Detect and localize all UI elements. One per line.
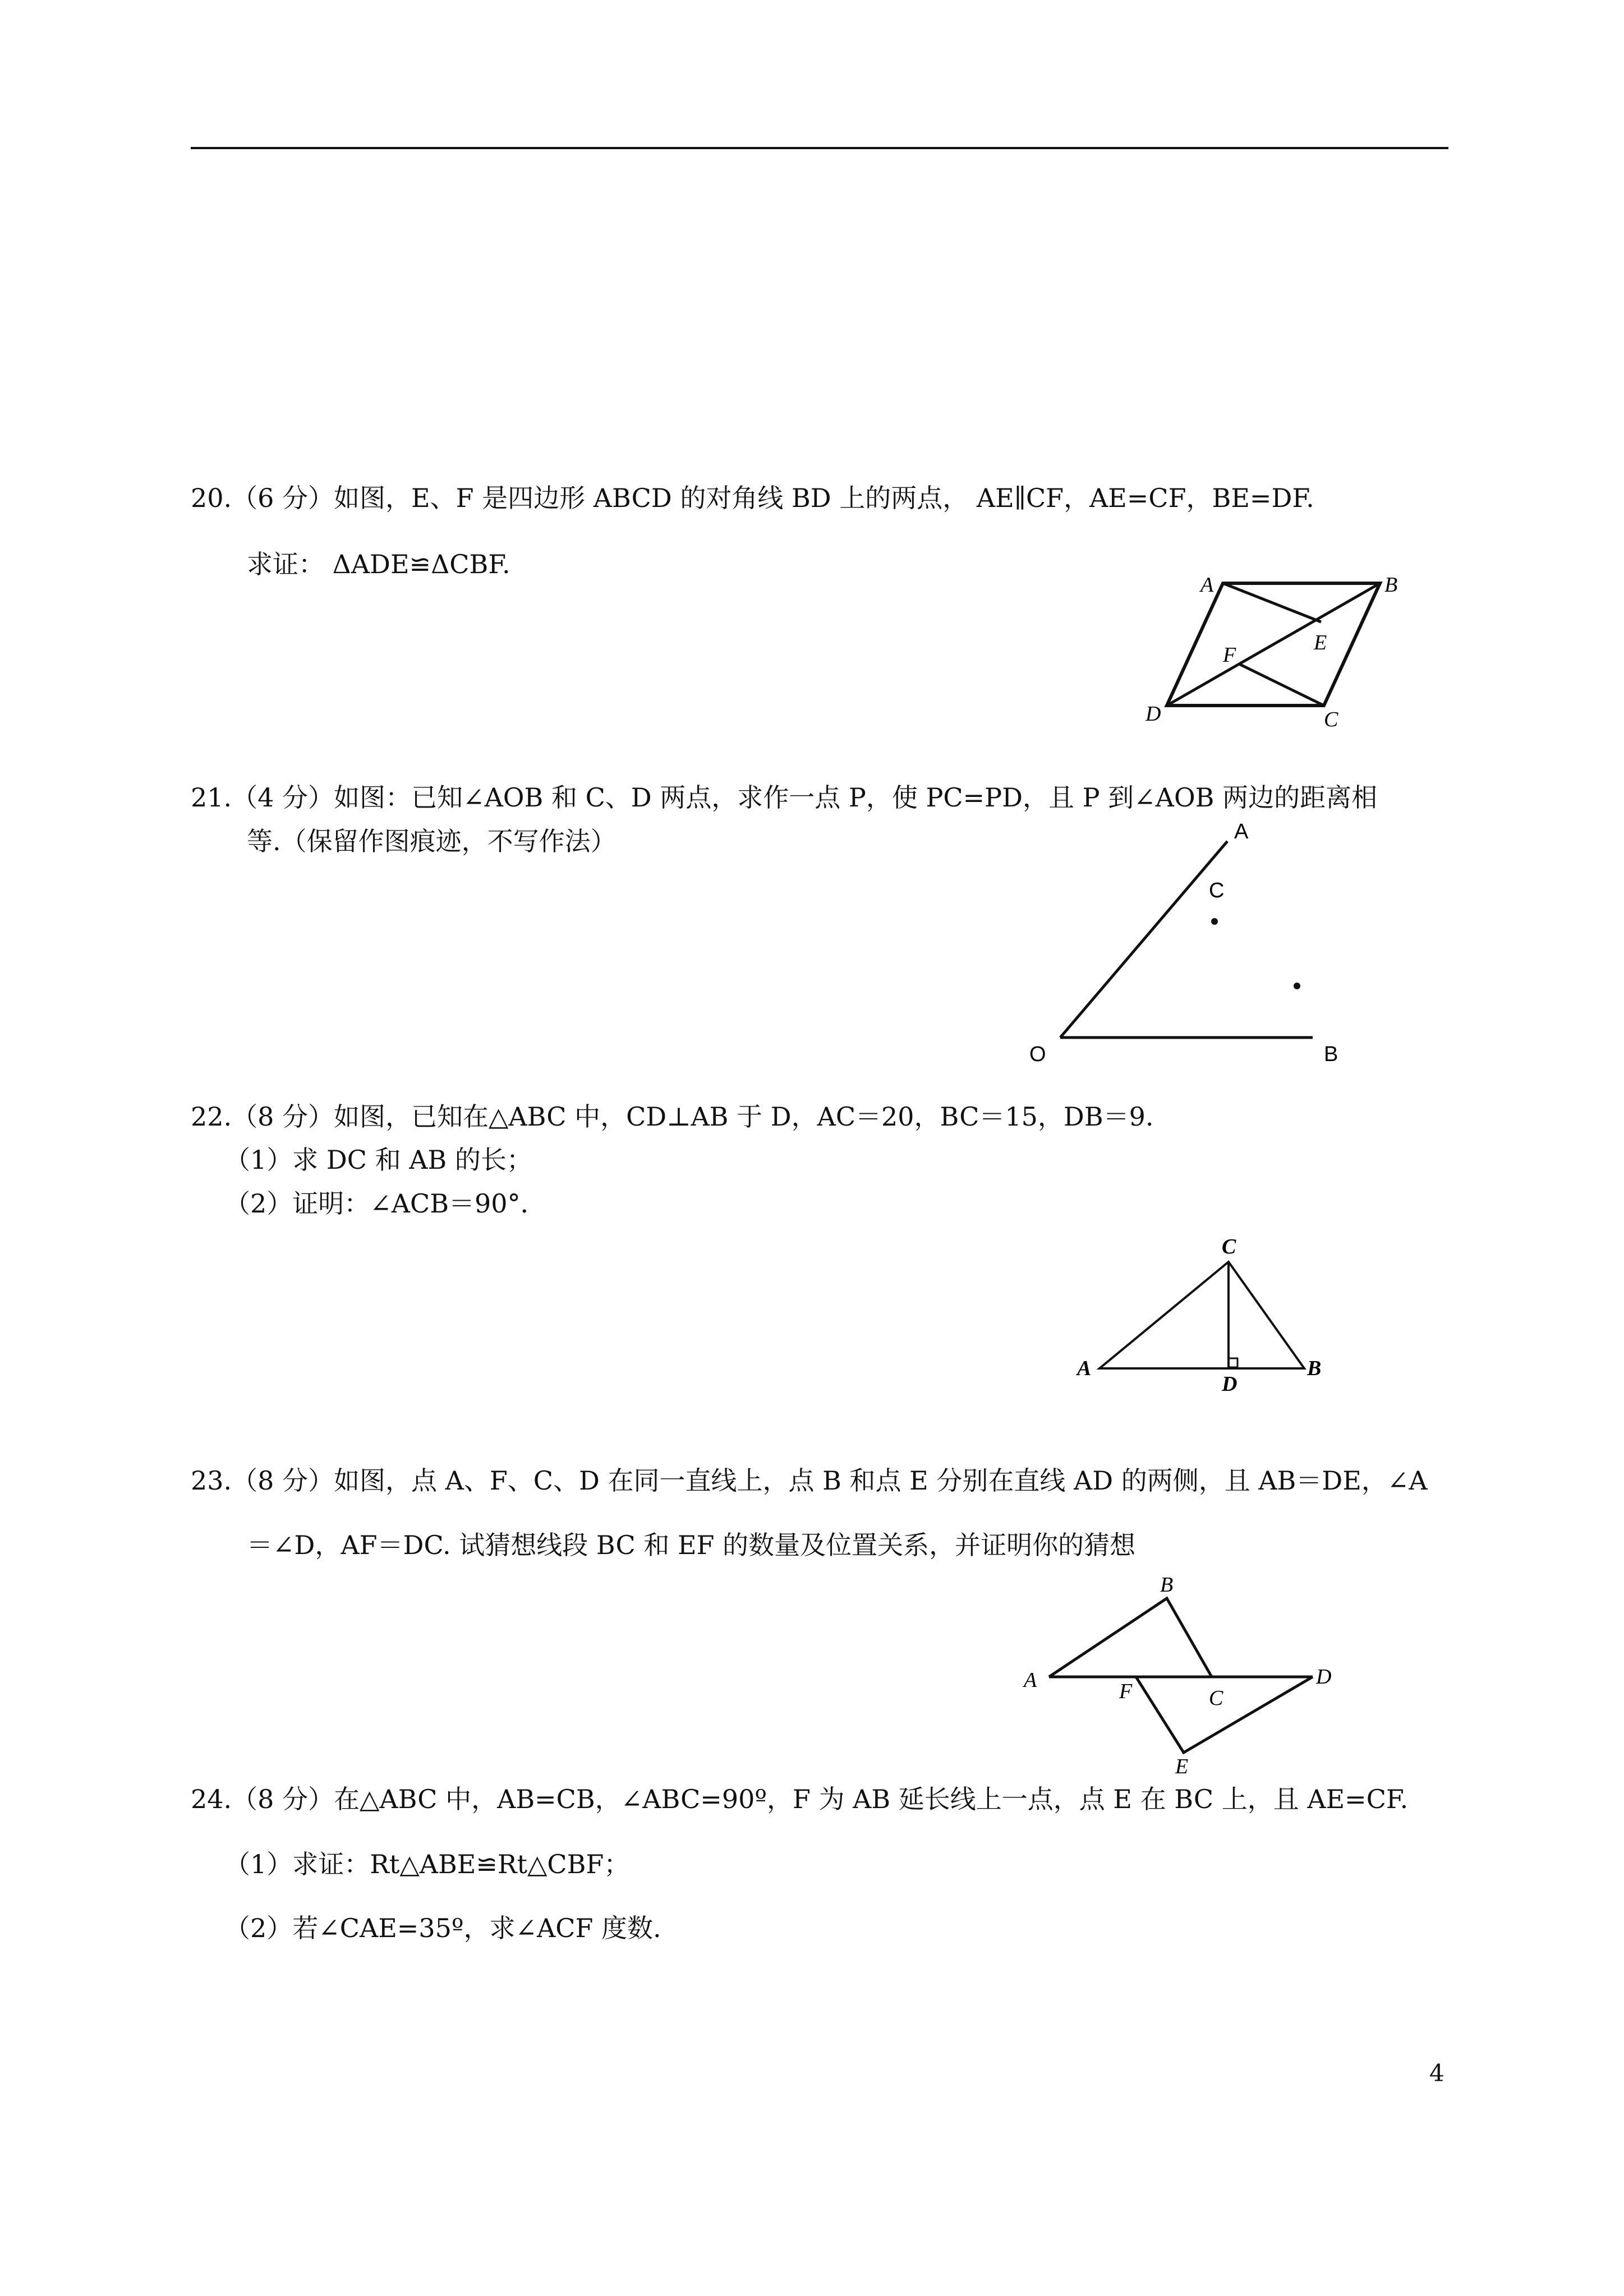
q23-triangle-def bbox=[1136, 1677, 1313, 1753]
q23-label-d: D bbox=[1316, 1665, 1332, 1689]
q21-line2: 等.（保留作图痕迹，不写作法） bbox=[247, 826, 617, 856]
q22-label-b: B bbox=[1307, 1357, 1322, 1380]
q21-label-o: O bbox=[1029, 1043, 1046, 1066]
q24-line1: 24.（8 分）在△ABC 中，AB=CB，∠ABC=90º，F 为 AB 延长线上一点，点 E 在 BC 上，且 AE=CF. bbox=[191, 1784, 1409, 1814]
q22-triangle bbox=[1099, 1262, 1304, 1368]
q21-label-c: C bbox=[1209, 879, 1225, 902]
q22-right-angle-mark bbox=[1229, 1358, 1237, 1367]
header-rule bbox=[191, 147, 1448, 149]
q23-line2: ＝∠D，AF＝DC. 试猜想线段 BC 和 EF 的数量及位置关系，并证明你的猜想 bbox=[247, 1530, 1136, 1560]
q20-line2: 求证： ΔADE≌ΔCBF. bbox=[247, 549, 510, 579]
q24-sub1: （1）求证：Rt△ABE≌Rt△CBF； bbox=[224, 1849, 630, 1879]
q20-label-d: D bbox=[1145, 702, 1161, 726]
q21-label-a: A bbox=[1234, 820, 1249, 843]
q20-line1: 20.（6 分）如图，E、F 是四边形 ABCD 的对角线 BD 上的两点， AE∥CF，AE=CF，BE=DF. bbox=[191, 483, 1314, 513]
q20-segment-cf bbox=[1239, 664, 1324, 706]
q23-figure bbox=[1015, 1570, 1352, 1778]
q20-segment-ae bbox=[1223, 583, 1321, 622]
q23-label-c: C bbox=[1209, 1686, 1223, 1710]
q22-figure bbox=[1066, 1228, 1346, 1396]
q20-label-c: C bbox=[1324, 708, 1338, 731]
q20-label-e: E bbox=[1314, 631, 1327, 654]
q22-line1: 22.（8 分）如图，已知在△ABC 中，CD⊥AB 于 D，AC＝20，BC＝15，DB＝9. bbox=[191, 1101, 1154, 1132]
q22-label-a: A bbox=[1077, 1357, 1092, 1380]
q23-line1: 23.（8 分）如图，点 A、F、C、D 在同一直线上，点 B 和点 E 分别在直线 AD 的两侧，且 AB＝DE，∠A bbox=[191, 1465, 1428, 1496]
q20-label-f: F bbox=[1223, 643, 1236, 667]
q21-label-b: B bbox=[1324, 1043, 1338, 1066]
q20-diagonal-bd bbox=[1167, 583, 1380, 706]
q22-label-c: C bbox=[1222, 1235, 1236, 1258]
q23-triangle-abc bbox=[1049, 1598, 1212, 1677]
q21-ray-oa bbox=[1060, 841, 1227, 1038]
q21-point-c bbox=[1211, 918, 1218, 925]
q20-figure bbox=[1133, 566, 1402, 729]
q22-label-d: D bbox=[1222, 1372, 1237, 1396]
q23-label-f: F bbox=[1119, 1680, 1133, 1703]
q23-label-a: A bbox=[1024, 1668, 1037, 1692]
q20-label-b: B bbox=[1384, 573, 1398, 597]
q21-figure bbox=[1021, 813, 1369, 1071]
q23-label-e: E bbox=[1175, 1755, 1189, 1778]
q23-label-b: B bbox=[1160, 1573, 1174, 1597]
q24-sub2: （2）若∠CAE=35º，求∠ACF 度数. bbox=[224, 1913, 661, 1943]
page-number: 4 bbox=[1429, 2059, 1444, 2087]
q22-sub1: （1）求 DC 和 AB 的长； bbox=[224, 1145, 532, 1175]
q20-label-a: A bbox=[1200, 573, 1214, 597]
q21-line1: 21.（4 分）如图：已知∠AOB 和 C、D 两点，求作一点 P，使 PC=PD，且 P 到∠AOB 两边的距离相 bbox=[191, 782, 1378, 813]
q21-point-d bbox=[1294, 983, 1300, 989]
q22-sub2: （2）证明：∠ACB＝90°． bbox=[224, 1188, 546, 1219]
